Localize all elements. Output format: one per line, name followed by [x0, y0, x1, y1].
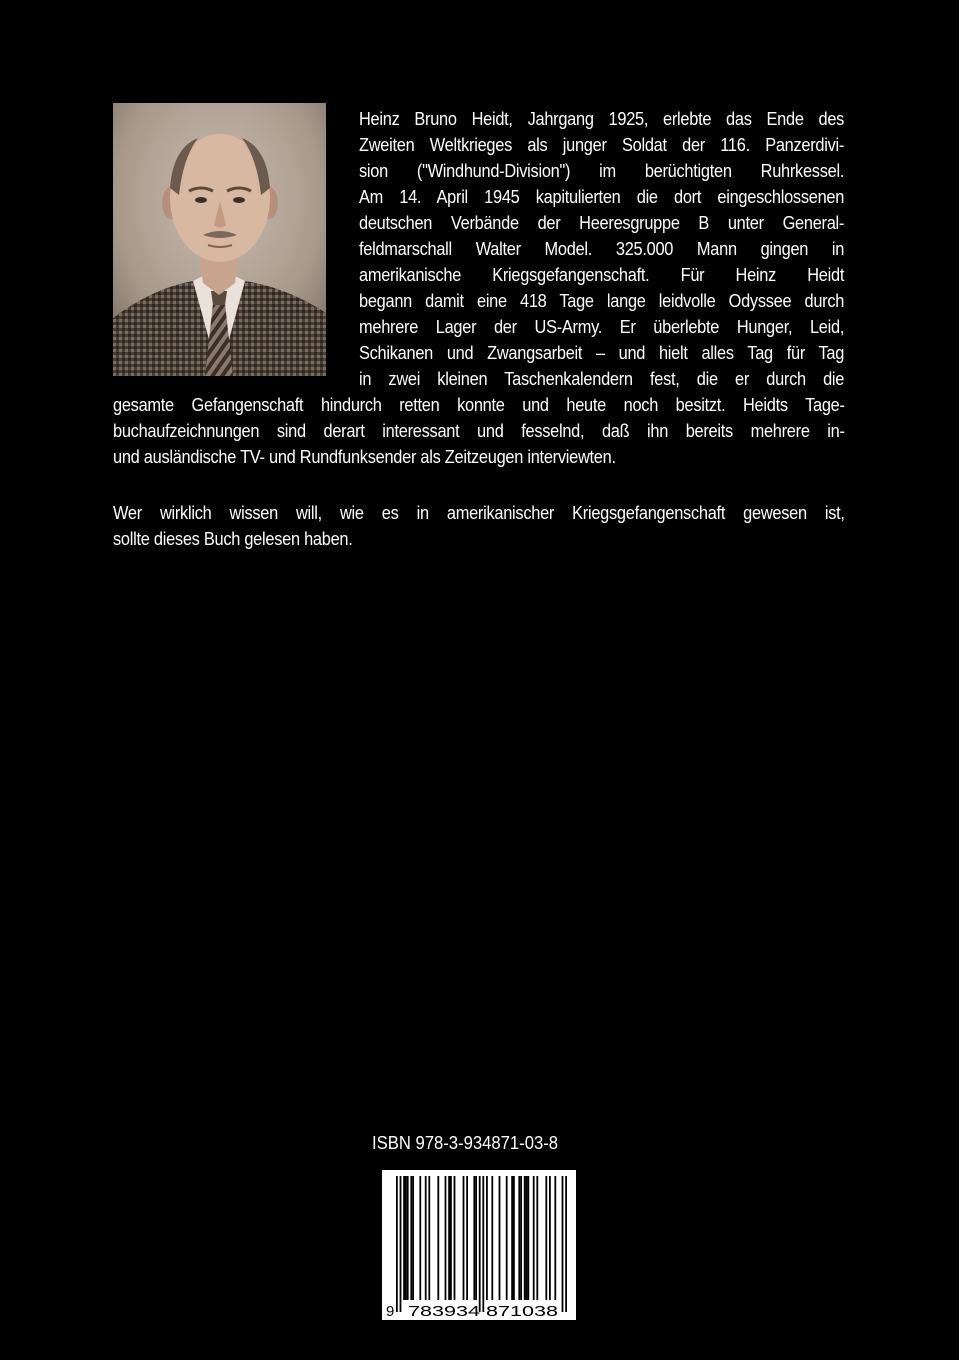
barcode-bar: [466, 1176, 468, 1300]
barcode-bar: [400, 1176, 402, 1312]
barcode-bars: [396, 1176, 567, 1312]
text-line: Heinz Bruno Heidt, Jahrgang 1925, erlebte das Ende des: [359, 109, 845, 129]
barcode-bar: [437, 1176, 439, 1300]
barcode-bar: [554, 1176, 556, 1300]
barcode-bar: [499, 1176, 501, 1300]
barcode-bar: [419, 1176, 421, 1300]
barcode-bar: [448, 1176, 450, 1300]
text-line: deutschen Verbände der Heeresgruppe B unter General-: [359, 213, 845, 233]
barcode-digit-first: 9: [386, 1303, 395, 1320]
text-line: amerikanische Kriegsgefangenschaft. Für Heinz Heidt: [359, 265, 845, 285]
text-line: Schikanen und Zwangsarbeit – und hielt alles Tag für Tag: [359, 343, 845, 363]
barcode-bar: [473, 1176, 475, 1300]
barcode-bar: [562, 1176, 564, 1312]
text-line: und ausländische TV- und Rundfunksender als Zeitzeugen interviewten.: [113, 447, 616, 467]
text-line: buchaufzeichnungen sind derart interessant und fesselnd, daß ihn bereits mehrere in-: [113, 421, 845, 441]
barcode-bar: [405, 1176, 407, 1300]
barcode-bar: [412, 1176, 414, 1300]
barcode-bar: [513, 1176, 515, 1300]
text-line: gesamte Gefangenschaft hindurch retten konnte und heute noch besitzt. Heidts Tage-: [113, 395, 845, 415]
isbn-barcode: [382, 1170, 576, 1320]
barcode-bar: [450, 1176, 452, 1300]
text-line: sollte dieses Buch gelesen haben.: [113, 529, 353, 549]
barcode-bar: [479, 1176, 481, 1312]
text-line: in zwei kleinen Taschenkalendern fest, die er durch die: [359, 369, 845, 389]
barcode-bar: [410, 1176, 412, 1300]
barcode-bar: [454, 1176, 456, 1300]
text-line: feldmarschall Walter Model. 325.000 Mann gingen in: [359, 239, 845, 259]
barcode-bar: [533, 1176, 535, 1300]
barcode-bar: [511, 1176, 513, 1300]
text-line: Am 14. April 1945 kapitulierten die dort eingeschlossenen: [359, 187, 845, 207]
barcode-bar: [491, 1176, 493, 1300]
barcode-digits-right: 871038: [486, 1303, 558, 1320]
barcode-bar: [545, 1176, 547, 1300]
barcode-bar: [396, 1176, 398, 1312]
barcode-bar: [506, 1176, 508, 1300]
barcode-bar: [428, 1176, 430, 1300]
text-line: Wer wirklich wissen will, wie es in amerikanischer Kriegsgefangenschaft gewesen ist,: [113, 503, 845, 523]
barcode-bar: [536, 1176, 538, 1300]
barcode-bar: [445, 1176, 447, 1300]
barcode-bar: [482, 1176, 484, 1312]
text-line: Zweiten Weltkrieges als junger Soldat der 116. Panzerdivi-: [359, 135, 845, 155]
author-portrait-photo: [113, 103, 326, 376]
barcode-bar: [549, 1176, 551, 1300]
barcode-bar: [526, 1176, 528, 1300]
barcode-bar: [403, 1176, 405, 1300]
barcode-bar: [486, 1176, 488, 1300]
text-line: begann damit eine 418 Tage lange leidvolle Odyssee durch: [359, 291, 845, 311]
isbn-number: ISBN 978-3-934871-03-8: [372, 1132, 559, 1153]
barcode-bar: [565, 1176, 567, 1312]
text-line: mehrere Lager der US-Army. Er überlebte Hunger, Leid,: [359, 317, 845, 337]
barcode-digits-left: 783934: [408, 1303, 480, 1320]
barcode-bar: [425, 1176, 427, 1300]
barcode-bar: [520, 1176, 522, 1300]
barcode-bar: [407, 1176, 409, 1300]
barcode-bar: [463, 1176, 465, 1300]
barcode-bar: [518, 1176, 520, 1300]
text-line: sion ("Windhund-Division") im berüchtigten Ruhrkessel.: [359, 161, 845, 181]
barcode-bar: [524, 1176, 526, 1300]
barcode-bar: [527, 1176, 529, 1300]
barcode-bar: [475, 1176, 477, 1300]
